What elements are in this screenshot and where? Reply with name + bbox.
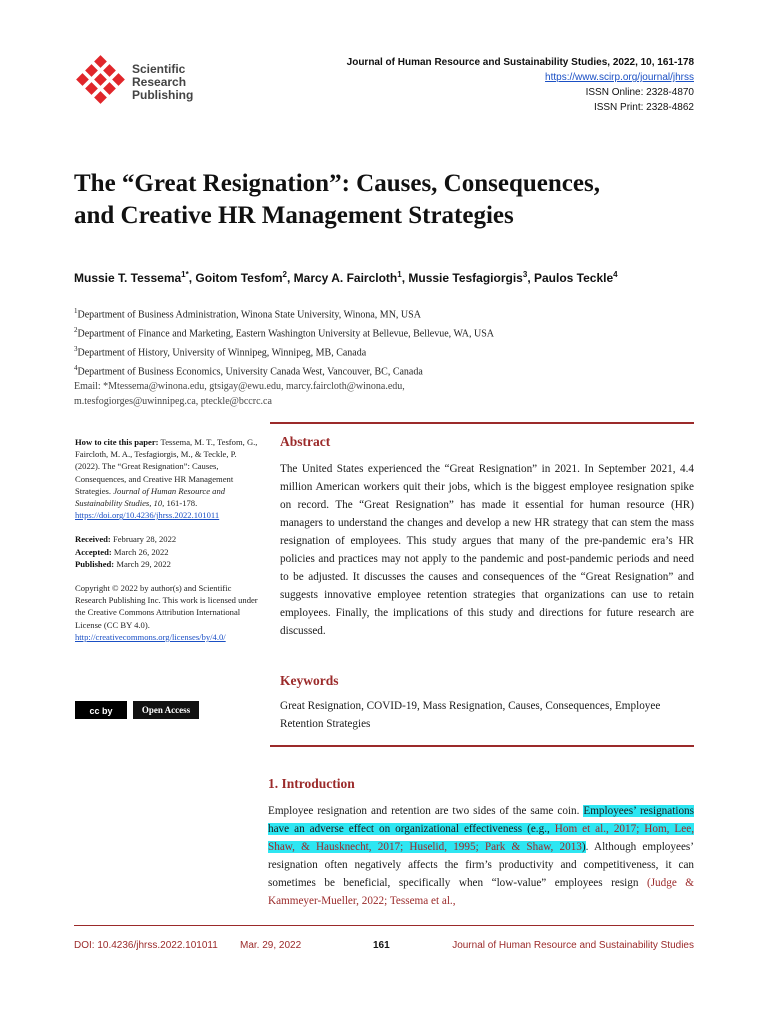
accepted-line xyxy=(75,546,263,558)
affiliation-text: Department of History, University of Winnipeg, Winnipeg, MB, Canada xyxy=(77,347,367,359)
cc-by-badge-icon[interactable]: cc by xyxy=(75,701,127,719)
abstract-top-rule xyxy=(270,422,694,424)
author-name: Mussie T. Tessema xyxy=(74,271,182,285)
open-access-badge: Open Access xyxy=(133,701,199,719)
published-label: Published: xyxy=(75,558,115,569)
journal-url-link[interactable]: https://www.scirp.org/journal/jhrss xyxy=(545,72,694,83)
author-sup: 3 xyxy=(522,270,528,279)
affiliations xyxy=(74,304,714,410)
abstract-bottom-rule xyxy=(270,745,694,747)
title-line-1: The “Great Resignation”: Causes, Consequences, xyxy=(74,170,600,197)
intro-highlight-close: ) xyxy=(581,841,586,853)
publisher-line-3: Publishing xyxy=(132,88,194,102)
journal-line: Journal of Human Resource and Sustainability Studies, 2022, 10, 161-178 xyxy=(346,57,694,68)
cite-pages: 161-178. xyxy=(166,498,198,509)
introduction-heading: 1. Introduction xyxy=(268,776,355,791)
introduction-paragraph xyxy=(268,802,694,910)
author-sup: 1 xyxy=(397,270,402,279)
author-list: Mussie T. Tessema$^{1*}$, Goitom Tesfom$^2$, Marcy A. Faircloth$^1$, Mussie Tesfagiorgis$^3$, Paulos Teckle$^4$ xyxy=(74,270,618,285)
title-line-2: and Creative HR Management Strategies xyxy=(74,202,514,229)
accepted-label: Accepted: xyxy=(75,546,112,557)
paper-title xyxy=(74,168,714,232)
cite-text: Tessema, M. T., Tesfom, G., Faircloth, M. A., Tesfagiorgis, M., & Teckle, P. (2022). The “Great Resignation”: Causes, Consequences, and Creative HR Management Strategies. xyxy=(75,437,258,496)
affiliation-item xyxy=(74,323,714,342)
affiliation-item xyxy=(74,361,714,380)
affiliation-text: Department of Finance and Marketing, Eastern Washington University at Bellevue, Bellevue, WA, USA xyxy=(77,328,495,340)
cite-label: How to cite this paper: xyxy=(75,437,159,447)
logo-diamond-icon xyxy=(74,55,130,111)
issn-print: ISSN Print: 2328-4862 xyxy=(593,102,694,113)
intro-text-start: Employee resignation and retention are two sides of the same coin. xyxy=(268,805,584,817)
author-name: Marcy A. Faircloth xyxy=(293,271,398,285)
accepted-date: March 26, 2022 xyxy=(113,546,169,557)
publisher-line-2: Research xyxy=(132,75,187,89)
intro-citation-highlighted[interactable]: Hom et al., 2017; Hom, Lee, Shaw, & Hausknecht, 2017; Huselid, 1995; Park & Shaw, 2013 xyxy=(268,823,694,853)
received-label: Received: xyxy=(75,534,111,545)
publisher-name xyxy=(132,63,193,102)
abstract-heading: Abstract xyxy=(280,434,331,449)
license-badges xyxy=(75,701,199,719)
copyright-text: Copyright © 2022 by author(s) and Scientific Research Publishing Inc. This work is licensed under the Creative Commons Attribution International License (CC BY 4.0). xyxy=(75,583,258,630)
cite-block xyxy=(75,436,263,509)
footer-doi: DOI: 10.4236/jhrss.2022.101011 xyxy=(74,940,218,951)
keywords-heading: Keywords xyxy=(280,673,339,688)
affiliation-item xyxy=(74,304,714,323)
publisher-logo xyxy=(74,55,204,111)
email-line-1: Email: *Mtessema@winona.edu, gtsigay@ewu.edu, marcy.faircloth@winona.edu, xyxy=(74,381,405,393)
footer-date: Mar. 29, 2022 xyxy=(240,940,302,951)
author-sup: 4 xyxy=(613,270,618,279)
affiliation-sup: 2 xyxy=(74,326,78,335)
received-line xyxy=(75,533,263,545)
keywords-text: Great Resignation, COVID-19, Mass Resignation, Causes, Consequences, Employee Retention Strategies xyxy=(280,700,661,730)
published-date: March 29, 2022 xyxy=(116,558,171,569)
email-line-2: m.tesfogiorges@uwinnipeg.ca, pteckle@bccrc.ca xyxy=(74,395,272,407)
page-number: 161 xyxy=(373,940,390,951)
footer-journal: Journal of Human Resource and Sustainability Studies xyxy=(452,940,694,951)
author-name: Paulos Teckle xyxy=(533,271,614,285)
license-link[interactable]: http://creativecommons.org/licenses/by/4.0/ xyxy=(75,631,226,642)
author-name: Mussie Tesfagiorgis xyxy=(408,271,523,285)
affiliation-sup: 3 xyxy=(74,345,78,354)
author-sup: 2 xyxy=(282,270,287,279)
doi-link[interactable]: https://doi.org/10.4236/jhrss.2022.101011 xyxy=(75,510,220,521)
intro-highlight: Employees’ resignations have an adverse effect on organizational effectiveness (e.g., xyxy=(268,805,695,835)
journal-info xyxy=(347,55,694,115)
citation-sidebar xyxy=(75,436,263,643)
affiliation-sup: 1 xyxy=(74,307,78,315)
author-name: Goitom Tesfom xyxy=(195,271,283,285)
publisher-line-1: Scientific xyxy=(132,62,186,76)
intro-text-rest: . Although employees’ resignation often negatively affects the firm’s productivity and competitiveness, it can sometimes be beneficial, specifically when “low-value” employees resign xyxy=(268,841,695,889)
intro-citation-end[interactable]: (Judge & Kammeyer-Mueller, 2022; Tessema et al., xyxy=(268,877,694,907)
published-line xyxy=(75,558,263,570)
affiliation-text: Department of Business Administration, Winona State University, Winona, MN, USA xyxy=(77,309,421,321)
affiliation-text: Department of Business Economics, University Canada West, Vancouver, BC, Canada xyxy=(77,366,423,378)
cite-journal: Journal of Human Resource and Sustainability Studies, 10, xyxy=(75,485,226,509)
received-date: February 28, 2022 xyxy=(112,534,177,545)
author-sup: 1* xyxy=(181,270,189,279)
affiliation-item xyxy=(74,342,714,361)
issn-online: ISSN Online: 2328-4870 xyxy=(585,87,694,98)
affiliation-sup: 4 xyxy=(74,364,78,373)
footer-rule xyxy=(74,925,694,926)
abstract-text: The United States experienced the “Great Resignation” in 2021. In September 2021, 4.4 million American workers quit their jobs, which is the biggest employee resignation spike on record. The “Great Resignation” has made it essential for human resource (HR) managers to understand the changes and develop a new HR strategy that can stem the mass resignation of employees. This study argues that many of the pre-pandemic era’s HR policies and practices may not apply to the pandemic and post-pandemic periods and need to be adjusted. It discusses the causes and consequences of the “Great Resignation” and suggests innovative employee retention strategies that organizations can use to retain employees. Finally, the implications of this study and directions for future research are discussed. xyxy=(280,463,694,637)
